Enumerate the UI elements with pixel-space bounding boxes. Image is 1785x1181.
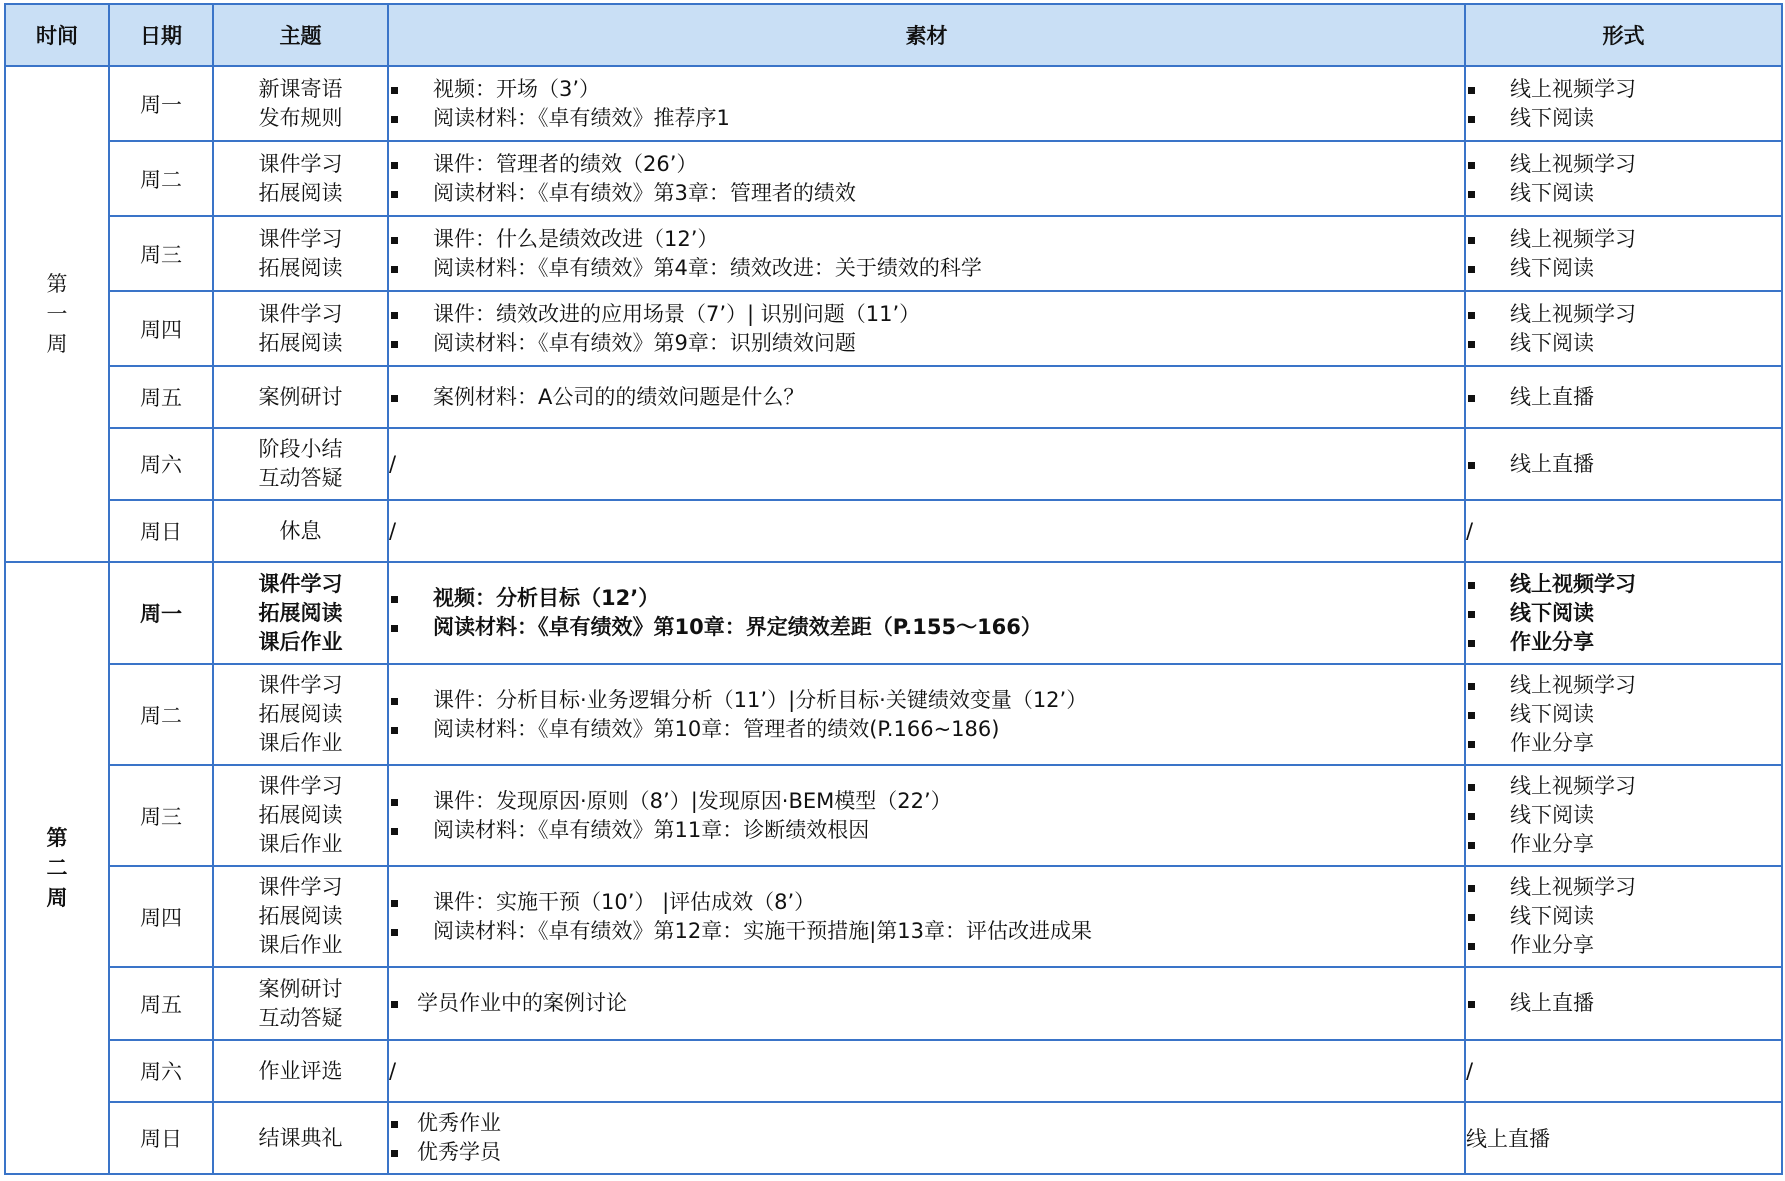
material-cell <box>388 216 1465 291</box>
material-item: 阅读材料：《卓有绩效》推荐序1 <box>389 104 1464 133</box>
material-cell <box>388 141 1465 216</box>
format-slash: / <box>1466 1059 1474 1083</box>
format-item: 线上视频学习 <box>1466 300 1781 329</box>
format-item: 线下阅读 <box>1466 700 1781 729</box>
material-cell <box>388 291 1465 366</box>
material-item: 阅读材料：《卓有绩效》第9章：识别绩效问题 <box>389 329 1464 358</box>
material-cell <box>388 428 1465 500</box>
day-cell: 周三 <box>109 765 213 866</box>
format-slash: / <box>1466 519 1474 543</box>
format-item: 作业分享 <box>1466 830 1781 859</box>
material-cell <box>388 66 1465 141</box>
format-cell <box>1465 1102 1782 1174</box>
header-time: 时间 <box>5 4 109 66</box>
format-cell <box>1465 866 1782 967</box>
material-item: 阅读材料：《卓有绩效》第10章：管理者的绩效(P.166~186) <box>389 715 1464 744</box>
table-row <box>5 1102 1782 1174</box>
format-cell <box>1465 664 1782 765</box>
format-cell <box>1465 967 1782 1040</box>
table-row <box>5 866 1782 967</box>
week-label-1: 第 一 周 <box>5 66 109 562</box>
material-item: 视频：开场（3’） <box>389 75 1464 104</box>
topic-cell: 新课寄语 发布规则 <box>213 66 388 141</box>
format-cell <box>1465 500 1782 562</box>
material-slash: / <box>389 1059 397 1083</box>
day-cell: 周二 <box>109 664 213 765</box>
format-item: 线上视频学习 <box>1466 225 1781 254</box>
day-cell: 周日 <box>109 500 213 562</box>
topic-cell: 课件学习 拓展阅读 课后作业 <box>213 664 388 765</box>
material-item: 课件：分析目标·业务逻辑分析（11’）|分析目标·关键绩效变量（12’） <box>389 686 1464 715</box>
day-cell: 周五 <box>109 366 213 428</box>
header-row <box>5 4 1782 66</box>
topic-cell: 作业评选 <box>213 1040 388 1102</box>
format-item: 线下阅读 <box>1466 254 1781 283</box>
day-cell: 周二 <box>109 141 213 216</box>
week-label-2: 第 二 周 <box>5 562 109 1174</box>
table-row <box>5 216 1782 291</box>
table-row <box>5 664 1782 765</box>
format-item: 线上直播 <box>1466 989 1781 1018</box>
header-topic: 主题 <box>213 4 388 66</box>
day-cell: 周三 <box>109 216 213 291</box>
material-item: 优秀作业 <box>389 1109 1464 1138</box>
topic-cell: 课件学习 拓展阅读 课后作业 <box>213 562 388 664</box>
material-item: 阅读材料：《卓有绩效》第4章：绩效改进：关于绩效的科学 <box>389 254 1464 283</box>
format-item: 线上视频学习 <box>1466 873 1781 902</box>
table-row <box>5 1040 1782 1102</box>
format-item: 线上视频学习 <box>1466 671 1781 700</box>
header-date: 日期 <box>109 4 213 66</box>
format-cell <box>1465 66 1782 141</box>
format-item: 线上视频学习 <box>1466 772 1781 801</box>
topic-cell: 课件学习 拓展阅读 课后作业 <box>213 866 388 967</box>
material-cell <box>388 765 1465 866</box>
format-item: 作业分享 <box>1466 931 1781 960</box>
material-item: 阅读材料：《卓有绩效》第3章：管理者的绩效 <box>389 179 1464 208</box>
material-slash: / <box>389 452 397 476</box>
topic-cell: 案例研讨 <box>213 366 388 428</box>
day-cell: 周六 <box>109 1040 213 1102</box>
format-item: 作业分享 <box>1466 628 1781 657</box>
table-row <box>5 967 1782 1040</box>
format-cell <box>1465 428 1782 500</box>
day-cell: 周一 <box>109 66 213 141</box>
format-cell <box>1465 216 1782 291</box>
topic-cell: 阶段小结 互动答疑 <box>213 428 388 500</box>
table-row <box>5 765 1782 866</box>
day-cell: 周四 <box>109 291 213 366</box>
format-cell <box>1465 765 1782 866</box>
format-cell <box>1465 1040 1782 1102</box>
topic-cell: 课件学习 拓展阅读 课后作业 <box>213 765 388 866</box>
table-row <box>5 366 1782 428</box>
day-cell: 周日 <box>109 1102 213 1174</box>
topic-cell: 课件学习 拓展阅读 <box>213 216 388 291</box>
format-text: 线上直播 <box>1466 1127 1550 1151</box>
format-item: 线下阅读 <box>1466 902 1781 931</box>
day-cell: 周六 <box>109 428 213 500</box>
format-item: 线上视频学习 <box>1466 75 1781 104</box>
format-item: 线下阅读 <box>1466 179 1781 208</box>
material-cell <box>388 562 1465 664</box>
material-cell <box>388 1102 1465 1174</box>
topic-cell: 案例研讨 互动答疑 <box>213 967 388 1040</box>
table-row <box>5 500 1782 562</box>
material-slash: / <box>389 519 397 543</box>
material-item: 学员作业中的案例讨论 <box>389 989 1464 1018</box>
material-item: 课件：实施干预（10’） |评估成效（8’） <box>389 888 1464 917</box>
format-item: 线下阅读 <box>1466 801 1781 830</box>
table-row <box>5 291 1782 366</box>
topic-cell: 休息 <box>213 500 388 562</box>
material-cell <box>388 1040 1465 1102</box>
format-cell <box>1465 141 1782 216</box>
material-item: 优秀学员 <box>389 1138 1464 1167</box>
day-cell: 周一 <box>109 562 213 664</box>
table-row <box>5 562 1782 664</box>
topic-cell: 课件学习 拓展阅读 <box>213 141 388 216</box>
topic-cell: 课件学习 拓展阅读 <box>213 291 388 366</box>
material-item: 课件：管理者的绩效（26’） <box>389 150 1464 179</box>
table-row <box>5 428 1782 500</box>
material-item: 阅读材料：《卓有绩效》第11章：诊断绩效根因 <box>389 816 1464 845</box>
format-cell <box>1465 291 1782 366</box>
table-row <box>5 141 1782 216</box>
format-item: 线上视频学习 <box>1466 150 1781 179</box>
material-item: 视频：分析目标（12’） <box>389 584 1464 613</box>
table-row <box>5 66 1782 141</box>
format-item: 线上直播 <box>1466 450 1781 479</box>
material-cell <box>388 664 1465 765</box>
format-item: 线下阅读 <box>1466 104 1781 133</box>
material-item: 课件：发现原因·原则（8’）|发现原因·BEM模型（22’） <box>389 787 1464 816</box>
material-item: 案例材料：A公司的的绩效问题是什么？ <box>389 383 1464 412</box>
material-item: 课件：绩效改进的应用场景（7’）| 识别问题（11’） <box>389 300 1464 329</box>
material-cell <box>388 366 1465 428</box>
topic-cell: 结课典礼 <box>213 1102 388 1174</box>
schedule-table <box>4 3 1783 1175</box>
day-cell: 周五 <box>109 967 213 1040</box>
format-item: 线上视频学习 <box>1466 570 1781 599</box>
material-item: 阅读材料：《卓有绩效》第12章：实施干预措施|第13章：评估改进成果 <box>389 917 1464 946</box>
material-cell <box>388 866 1465 967</box>
material-cell <box>388 967 1465 1040</box>
format-cell <box>1465 366 1782 428</box>
material-cell <box>388 500 1465 562</box>
header-material: 素材 <box>388 4 1465 66</box>
format-item: 线下阅读 <box>1466 329 1781 358</box>
format-item: 线上直播 <box>1466 383 1781 412</box>
header-format: 形式 <box>1465 4 1782 66</box>
format-item: 线下阅读 <box>1466 599 1781 628</box>
format-cell <box>1465 562 1782 664</box>
format-item: 作业分享 <box>1466 729 1781 758</box>
day-cell: 周四 <box>109 866 213 967</box>
material-item: 阅读材料：《卓有绩效》第10章：界定绩效差距（P.155～166） <box>389 613 1464 642</box>
material-item: 课件：什么是绩效改进（12’） <box>389 225 1464 254</box>
